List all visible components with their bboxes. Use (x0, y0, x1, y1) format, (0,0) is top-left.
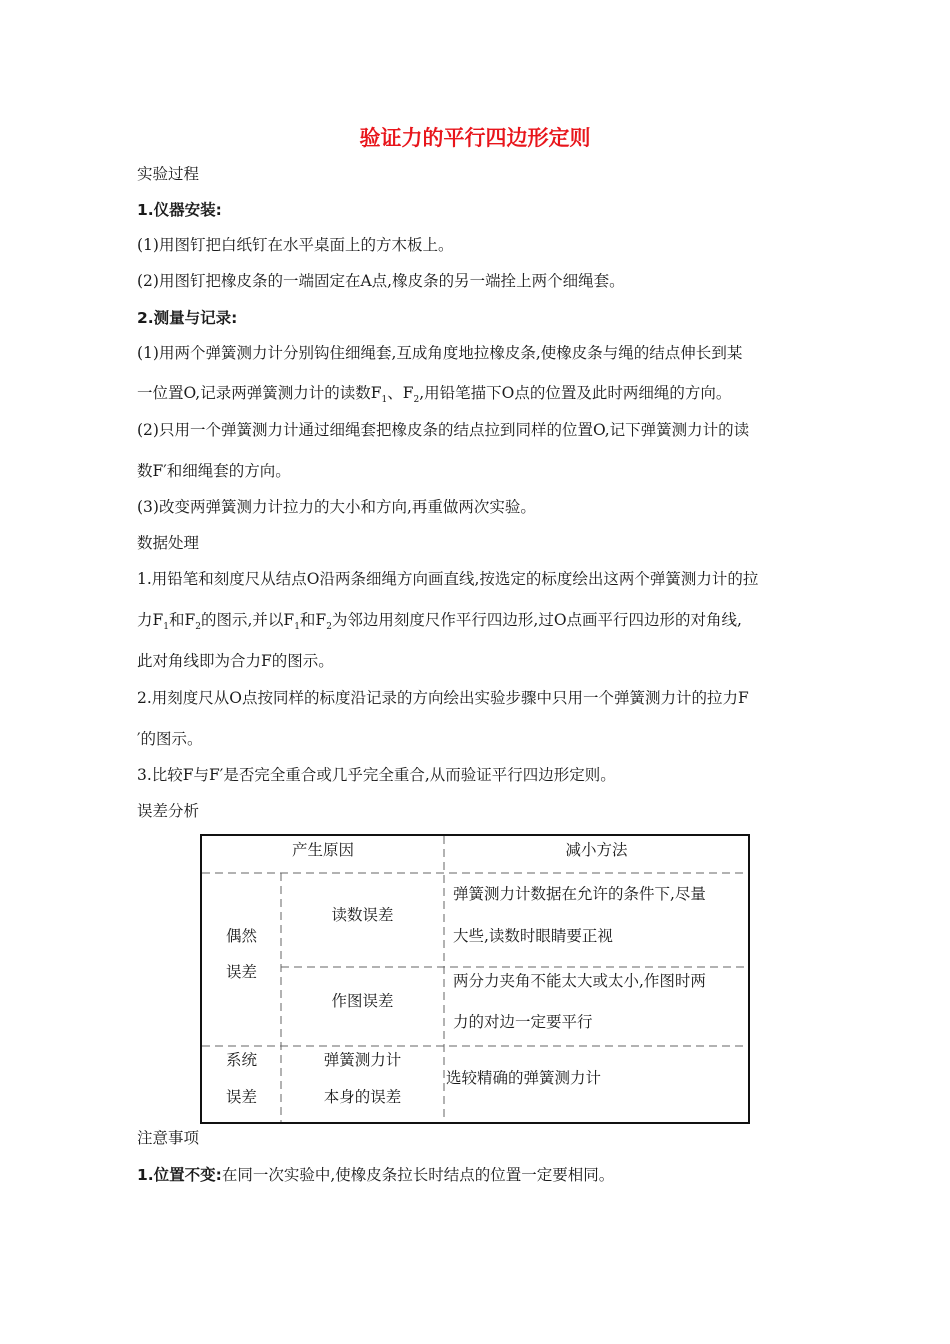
paragraph (137, 610, 742, 633)
subheading-measure: 2.测量与记录: (137, 309, 238, 327)
bold-label: 1.位置不变: (137, 1166, 222, 1184)
subscript: 2 (413, 395, 420, 406)
text-run: 和F (299, 611, 327, 629)
paragraph: 2.用刻度尺从O点按同样的标度沿记录的方向绘出实验步骤中只用一个弹簧测力计的拉力F (137, 689, 749, 707)
paragraph: (2)只用一个弹簧测力计通过细绳套把橡皮条的结点拉到同样的位置O,记下弹簧测力计的读 (137, 421, 750, 439)
subscript: 1 (163, 622, 169, 633)
header-method: 减小方法 (565, 841, 628, 859)
paragraph: (2)用图钉把橡皮条的一端固定在A点,橡皮条的另一端拴上两个细绳套。 (137, 272, 625, 290)
random-error-label: 偶然 (225, 927, 257, 945)
spring-scale-error: 弹簧测力计 (323, 1051, 402, 1069)
reading-error: 读数误差 (331, 906, 394, 924)
section-heading-error: 误差分析 (137, 802, 200, 820)
reading-method: 大些,读数时眼睛要正视 (453, 927, 613, 945)
paragraph: (3)改变两弹簧测力计拉力的大小和方向,再重做两次实验。 (137, 498, 536, 516)
header-cause: 产生原因 (291, 841, 354, 859)
drawing-method: 力的对边一定要平行 (453, 1013, 593, 1031)
section-heading-data: 数据处理 (137, 534, 200, 552)
text-run: 力F (137, 611, 164, 629)
subscript: 1 (381, 395, 388, 406)
subscript: 2 (195, 622, 201, 633)
page-title: 验证力的平行四边形定则 (359, 126, 591, 150)
paragraph: 1.用铅笔和刻度尺从结点O沿两条细绳方向画直线,按选定的标度绘出这两个弹簧测力计的拉 (137, 570, 759, 588)
paragraph (137, 383, 732, 406)
section-heading-process: 实验过程 (137, 165, 200, 183)
subheading-install: 1.仪器安装: (137, 201, 222, 219)
paragraph: (1)用图钉把白纸钉在水平桌面上的方木板上。 (137, 236, 454, 254)
paragraph: 此对角线即为合力F的图示。 (137, 652, 334, 670)
system-error-label: 系统 (225, 1051, 257, 1069)
text-run: 一位置O,记录两弹簧测力计的读数F (137, 384, 382, 402)
system-error-label: 误差 (225, 1088, 257, 1106)
section-heading-notes: 注意事项 (137, 1129, 200, 1147)
text-run: 和F (169, 611, 196, 629)
system-method: 选较精确的弹簧测力计 (446, 1069, 602, 1087)
drawing-method: 两分力夹角不能太大或太小,作图时两 (453, 972, 706, 990)
paragraph: 3.比较F与F′是否完全重合或几乎完全重合,从而验证平行四边形定则。 (137, 766, 616, 784)
text-run: ,用铅笔描下O点的位置及此时两细绳的方向。 (419, 384, 732, 402)
paragraph: (1)用两个弹簧测力计分别钩住细绳套,互成角度地拉橡皮条,使橡皮条与绳的结点伸长到某 (137, 344, 743, 362)
subscript: 1 (294, 622, 300, 633)
error-analysis-table (200, 834, 750, 1124)
reading-method: 弹簧测力计数据在允许的条件下,尽量 (453, 885, 706, 903)
text-run: 在同一次实验中,使橡皮条拉长时结点的位置一定要相同。 (221, 1166, 615, 1184)
spring-scale-error: 本身的误差 (323, 1088, 402, 1106)
paragraph (137, 1165, 614, 1185)
paragraph: ′的图示。 (137, 730, 203, 748)
drawing-error: 作图误差 (331, 992, 394, 1010)
text-run: 为邻边用刻度尺作平行四边形,过O点画平行四边形的对角线, (331, 611, 742, 629)
text-run: 的图示,并以F (201, 611, 295, 629)
text-run: 、F (387, 384, 414, 402)
subscript: 2 (326, 622, 332, 633)
paragraph: 数F′和细绳套的方向。 (137, 462, 291, 480)
random-error-label: 误差 (225, 963, 257, 981)
